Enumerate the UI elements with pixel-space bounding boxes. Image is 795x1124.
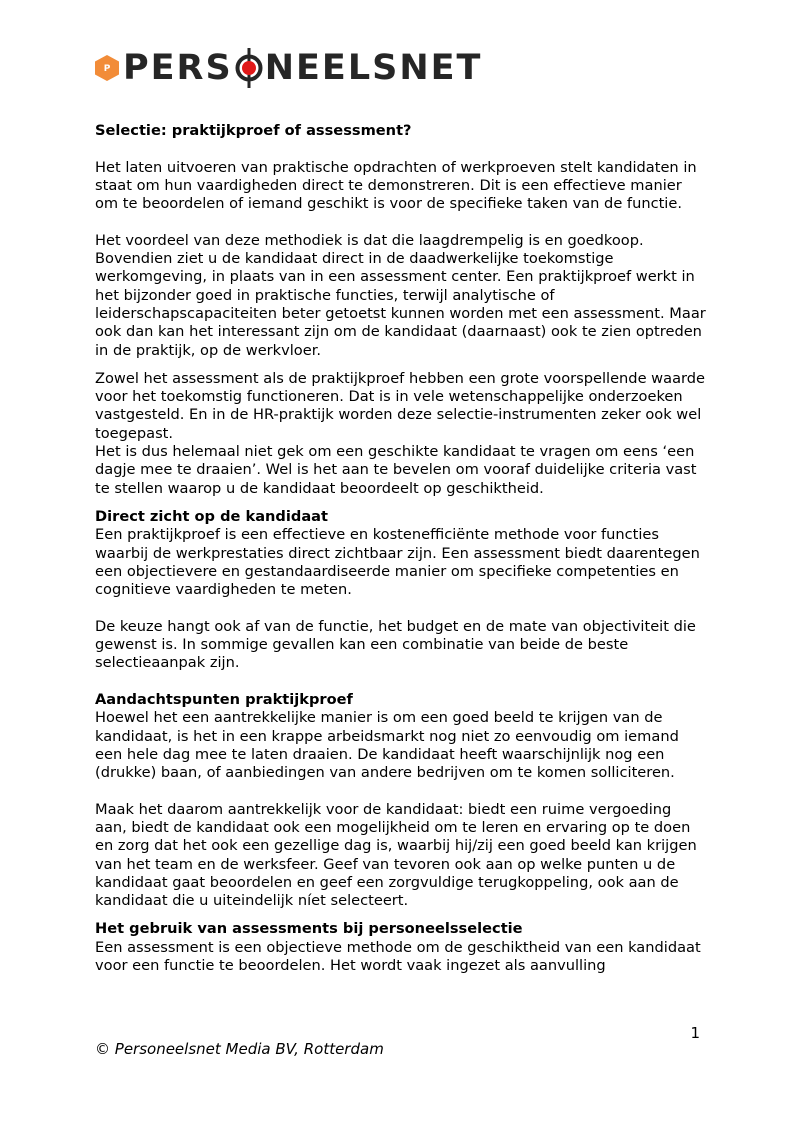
paragraph-voordeel: Het voordeel van deze methodiek is dat die laagdrempelig is en goedkoop. Bovendien ziet u de kandidaat direct in de daadwerkelijke toekomstige werkomgeving, in plaats van in een assessment center. Een praktijkproef werkt in het bijzonder goed in praktische functies, terwijl analytische of leiderschapscapaciteiten beter getoetst kunnen worden met een assessment. Maar ook dan kan het interessant zijn om de kandidaat (daarnaast) ook te zien optreden in de praktijk, op de werkvloer. — [95, 231, 706, 359]
paragraph-voorspellend: Zowel het assessment als de praktijkproef hebben een grote voorspellende waarde voor het toekomstig functioneren. Dat is in vele wetenschappelijke onderzoeken vastgesteld. En in de HR-praktijk worden deze selectie-instrumenten zeker ook wel toegepast. — [95, 369, 705, 442]
logo-badge-icon — [95, 55, 119, 81]
paragraph-dagje-meedraaien: Het is dus helemaal niet gek om een geschikte kandidaat te vragen om eens ‘een dagje mee te draaien’. Wel is het aan te bevelen om vooraf duidelijke criteria vast te stellen waarop u de kandidaat beoordeelt op geschiktheid. — [95, 443, 697, 497]
paragraph-arbeidsmarkt: Hoewel het een aantrekkelijke manier is om een goed beeld te krijgen van de kandidaat, is het in een krappe arbeidsmarkt nog niet zo eenvoudig om iemand een hele dag mee te laten draaien. De kandidaat heeft waarschijnlijk nog een (drukke) baan, of aanbiedingen van andere bedrijven om te komen solliciteren. — [95, 709, 679, 782]
logo-text-start: PERS — [123, 48, 233, 88]
heading-aandachtspunten: Aandachtspunten praktijkproef — [95, 690, 353, 708]
logo-wordmark — [123, 48, 482, 88]
heading-assessments: Het gebruik van assessments bij personeelsselectie — [95, 920, 523, 938]
personeelsnet-logo — [95, 47, 482, 89]
paragraph-intro: Het laten uitvoeren van praktische opdrachten of werkproeven stelt kandidaten in staat om hun vaardigheden direct te demonstreren. Dit is een effectieve manier om te beoordelen of iemand geschikt is voor de specifieke taken van de functie. — [95, 158, 697, 213]
paragraph-assessment: Een assessment is een objectieve methode om de geschiktheid van een kandidaat voor een functie te beoordelen. Het wordt vaak ingezet als aanvulling — [95, 938, 701, 975]
paragraph-kostenefficient: Een praktijkproef is een effectieve en kostenefficiënte methode voor functies waarbij de werkprestaties direct zichtbaar zijn. Een assessment biedt daarentegen een objectievere en gestandaardiseerde manier om specifieke competenties en cognitieve vaardigheden te meten. — [95, 526, 700, 599]
svg-text:P: P — [103, 64, 111, 74]
document-body — [95, 122, 707, 975]
paragraph-keuze: De keuze hangt ook af van de functie, het budget en de mate van objectiviteit die gewenst is. In sommige gevallen kan een combinatie van beide de beste selectieaanpak zijn. — [95, 617, 696, 672]
logo-target-icon — [235, 48, 263, 88]
paragraph-aantrekkelijk: Maak het daarom aantrekkelijk voor de kandidaat: biedt een ruime vergoeding aan, biedt de kandidaat ook een mogelijkheid om te leren en ervaring op te doen en zorg dat het ook een gezellige dag is, waarbij hij/zij een goed beeld kan krijgen van het team en de werksfeer. Geef van tevoren ook aan op welke punten u de kandidaat gaat beoordelen en geef een zorgvuldige terugkoppeling, ook aan de kandidaat die u uiteindelijk níet selecteert. — [95, 800, 697, 910]
logo-text-end: NEELSNET — [264, 48, 483, 88]
page-number: 1 — [690, 1024, 700, 1042]
footer-copyright: © Personeelsnet Media BV, Rotterdam — [95, 1040, 384, 1058]
heading-direct-zicht: Direct zicht op de kandidaat — [95, 507, 329, 525]
page-title: Selectie: praktijkproef of assessment? — [95, 122, 412, 139]
